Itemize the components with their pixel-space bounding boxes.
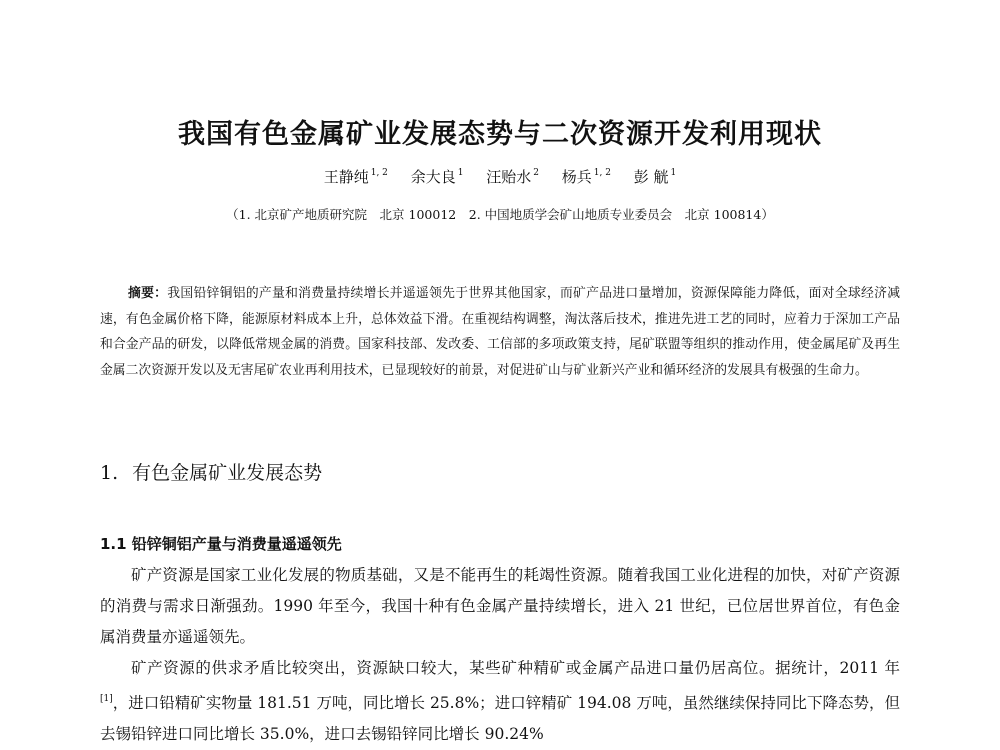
subsection-heading: 1.1 铅锌铜铝产量与消费量遥遥领先 [100, 535, 342, 553]
abstract [100, 281, 900, 383]
abstract-text: 我国铅锌铜铝的产量和消费量持续增长并遥遥领先于世界其他国家，而矿产品进口量增加，资源保障能力降低，面对全球经济减速，有色金属价格下降，能源原材料成本上升，总体效益下滑。在重视结构调整，淘汰落后技术，推进先进工艺的同时，应着力于深加工产品和合金产品的研发，以降低常规金属的消费。国家科技部、发改委、工信部的多项政策支持，尾矿联盟等组织的推动作用，使金属尾矿及再生金属二次资源开发以及无害尾矿农业再利用技术，已显现较好的前景，对促进矿山与矿业新兴产业和循环经济的发展具有极强的生命力。 [100, 286, 901, 378]
author: 余大良 $^1$ [410, 168, 464, 186]
body-text [100, 560, 900, 750]
author-list [0, 166, 1000, 187]
citation-ref: [1] [100, 694, 113, 704]
affiliation: （1. 北京矿产地质研究院 北京 100012 2. 中国地质学会矿山地质专业委员会 北京 100814） [226, 207, 774, 222]
author: 彭 觥 $^1$ [633, 168, 677, 186]
abstract-label: 摘要： [128, 286, 168, 301]
author: 杨兵 $^{1, 2}$ [561, 168, 611, 186]
paragraph: 矿产资源的供求矛盾比较突出，资源缺口较大，某些矿种精矿或金属产品进口量仍居高位。据统计，2011 年[1]，进口铅精矿实物量 181.51 万吨，同比增长 25.8%；进口锌精矿 194.08 万吨，虽然继续保持同比下降态势，但去锡铅锌进口同比增长 35.0%，进口去锡铅锌同比增长 90.24% [100, 659, 900, 743]
section-title: 有色金属矿业发展态势 [132, 462, 323, 484]
section-number: 1. [100, 462, 119, 484]
author: 汪贻水 $^2$ [486, 168, 539, 186]
paragraph: 矿产资源是国家工业化发展的物质基础，又是不能再生的耗竭性资源。随着我国工业化进程的加快，对矿产资源的消费与需求日渐强劲。1990 年至今，我国十种有色金属产量持续增长，进入 21 世纪，已位居世界首位，有色金属消费量亦遥遥领先。 [100, 566, 900, 646]
paper-title: 我国有色金属矿业发展态势与二次资源开发利用现状 [178, 119, 822, 150]
author: 王静纯 $^{1, 2}$ [323, 168, 388, 186]
section-heading [100, 458, 322, 485]
